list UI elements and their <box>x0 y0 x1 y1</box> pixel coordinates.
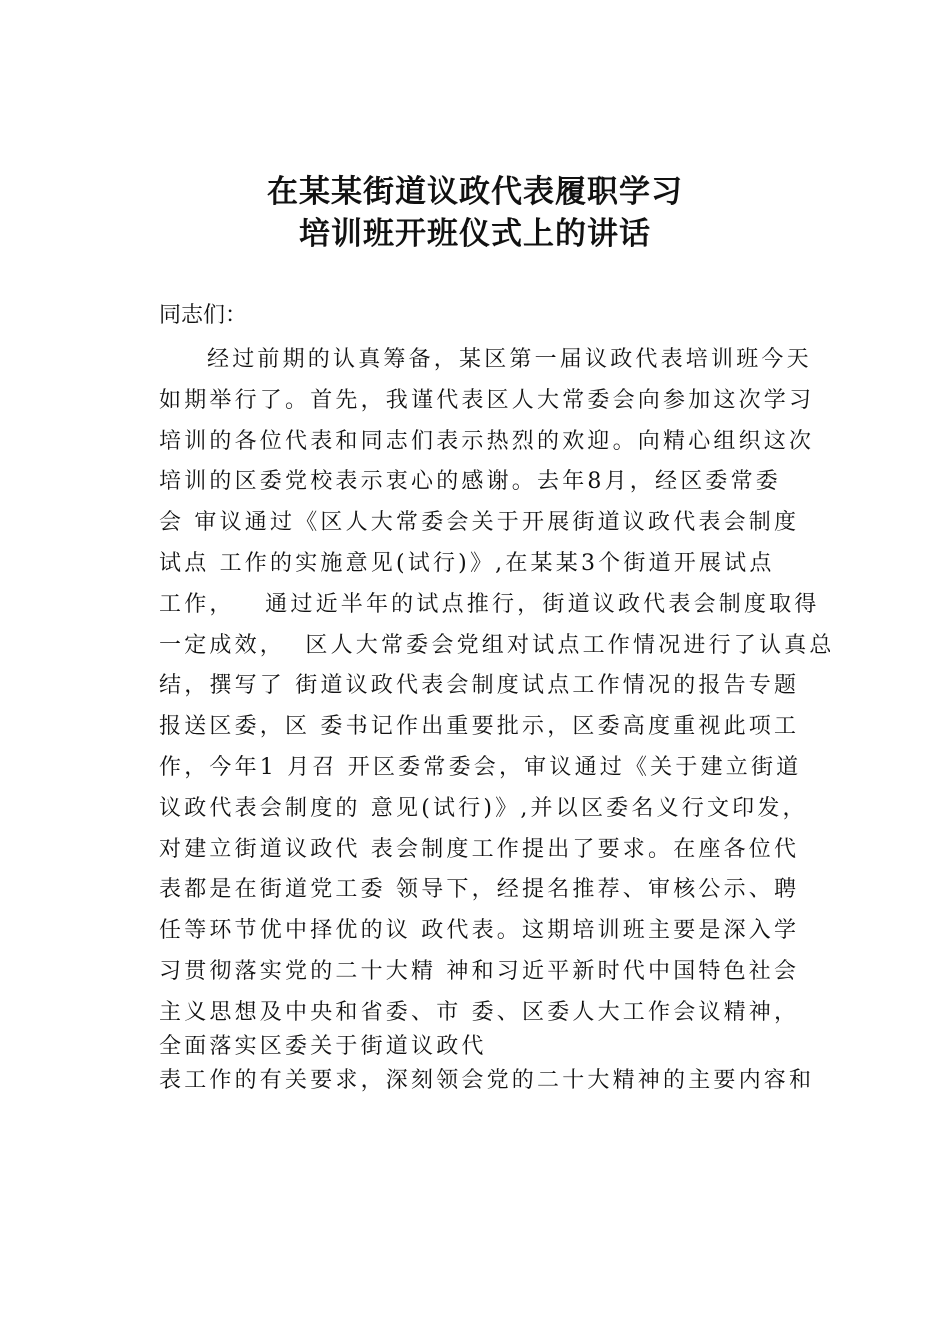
body-line: 结，撰写了 街道议政代表会制度试点工作情况的报告专题 <box>159 673 800 699</box>
body-line: 工作， 通过近半年的试点推行，街道议政代表会制度取得 <box>159 591 820 617</box>
body-line: 试点 工作的实施意见(试行)》,在某某3个街道开展试点 <box>159 550 775 576</box>
body-line: 全面落实区委关于街道议政代 <box>159 1033 487 1059</box>
body-line: 经过前期的认真筹备，某区第一届议政代表培训班今天 <box>207 347 812 372</box>
body-line: 议政代表会制度的 意见(试行)》,并以区委名义行文印发， <box>159 795 808 821</box>
body-line: 主义思想及中央和省委、市 委、区委人大工作会议精神， <box>159 999 800 1025</box>
body-line: 表工作的有关要求，深刻领会党的二十大精神的主要内容和 <box>159 1067 815 1093</box>
body-line: 任等环节优中择优的议 政代表。这期培训班主要是深入学 <box>159 918 800 944</box>
body-line: 表都是在街道党工委 领导下，经提名推荐、审核公示、聘 <box>159 877 800 903</box>
document-title-line-1: 在某某街道议政代表履职学习 <box>267 174 683 210</box>
body-line: 如期举行了。首先，我谨代表区人大常委会向参加这次学习 <box>159 387 815 413</box>
document-title-line-2: 培训班开班仪式上的讲话 <box>299 216 651 252</box>
body-text <box>159 344 839 1106</box>
salutation: 同志们： <box>159 303 248 328</box>
body-line: 会 审议通过《区人大常委会关于开展街道议政代表会制度 <box>159 510 800 536</box>
body-line: 培训的区委党校表示衷心的感谢。去年8月，经区委常委 <box>159 469 781 495</box>
body-line: 作，今年1 月召 开区委常委会，审议通过《关于建立街道 <box>159 754 802 780</box>
body-line: 对建立街道议政代 表会制度工作提出了要求。在座各位代 <box>159 836 800 862</box>
body-line: 一定成效， 区人大常委会党组对试点工作情况进行了认真总 <box>159 632 835 658</box>
body-line: 习贯彻落实党的二十大精 神和习近平新时代中国特色社会 <box>159 958 800 984</box>
body-line: 培训的各位代表和同志们表示热烈的欢迎。向精心组织这次 <box>159 428 815 454</box>
body-line: 报送区委，区 委书记作出重要批示，区委高度重视此项工 <box>159 714 800 740</box>
